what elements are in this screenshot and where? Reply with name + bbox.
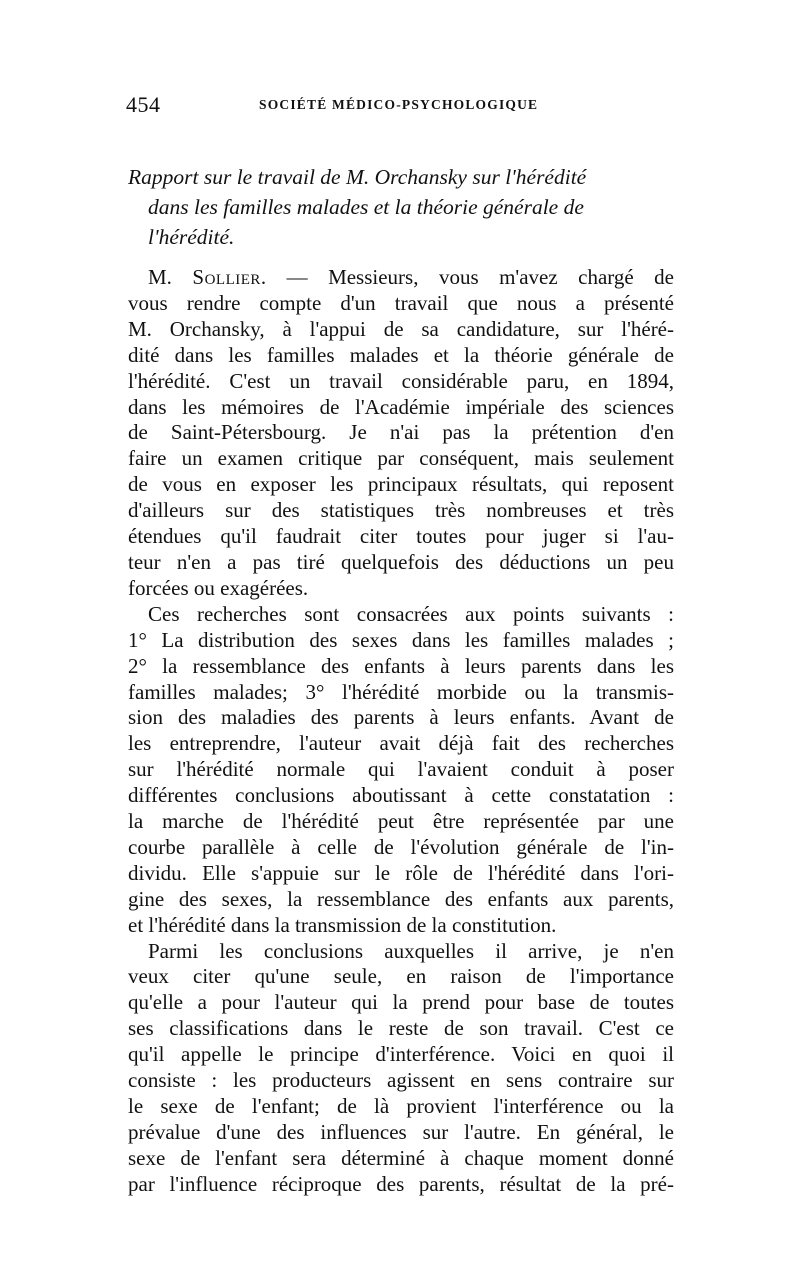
text-line: d'ailleurs sur des statistiques très nombreuses et très bbox=[128, 498, 674, 523]
text-line: consiste : les producteurs agissent en sens contraire sur bbox=[128, 1068, 674, 1093]
speaker-line bbox=[128, 265, 674, 291]
text-line: faire un examen critique par conséquent, mais seulement bbox=[128, 446, 674, 471]
body-text bbox=[128, 265, 674, 1198]
text-line: différentes conclusions aboutissant à cette constatation : bbox=[128, 783, 674, 808]
text-line: sur l'hérédité normale qui l'avaient conduit à poser bbox=[128, 757, 674, 782]
speaker-name: Sollier bbox=[192, 265, 261, 289]
report-title-line: Rapport sur le travail de M. Orchansky sur l'hérédité bbox=[128, 165, 587, 189]
text-line: familles malades; 3° l'hérédité morbide ou la transmis- bbox=[128, 679, 674, 704]
text-line: de Saint-Pétersbourg. Je n'ai pas la prétention d'en bbox=[128, 420, 674, 445]
text-line: 2° la ressemblance des enfants à leurs parents dans les bbox=[128, 653, 674, 678]
text-line: l'hérédité. C'est un travail considérable paru, en 1894, bbox=[128, 368, 674, 393]
text-line: de vous en exposer les principaux résultats, qui reposent bbox=[128, 472, 674, 497]
text-line: étendues qu'il faudrait citer toutes pour juger si l'au- bbox=[128, 524, 674, 549]
text-line: forcées ou exagérées. bbox=[128, 575, 309, 600]
text-line: vous rendre compte d'un travail que nous a présenté bbox=[128, 290, 674, 315]
text-line: qu'elle a pour l'auteur qui la prend pour base de toutes bbox=[128, 990, 674, 1015]
text-line: dité dans les familles malades et la théorie générale de bbox=[128, 342, 674, 367]
text-line: prévalue d'une des influences sur l'autre. En général, le bbox=[128, 1119, 674, 1144]
speaker-prefix: M. bbox=[148, 265, 193, 289]
page-number: 454 bbox=[126, 92, 161, 117]
text-line: qu'il appelle le principe d'interférence. Voici en quoi il bbox=[128, 1042, 674, 1067]
text-line: sexe de l'enfant sera déterminé à chaque moment donné bbox=[128, 1145, 674, 1170]
text-line: la marche de l'hérédité peut être représentée par une bbox=[128, 809, 674, 834]
speaker-line-rest: . — Messieurs, vous m'avez chargé de bbox=[260, 265, 674, 289]
text-line: le sexe de l'enfant; de là provient l'interférence ou la bbox=[128, 1094, 674, 1118]
text-line: gine des sexes, la ressemblance des enfants aux parents, bbox=[128, 886, 674, 911]
text-line: Ces recherches sont consacrées aux points suivants : bbox=[148, 601, 674, 626]
report-title bbox=[128, 162, 674, 252]
text-line: Parmi les conclusions auxquelles il arrive, je n'en bbox=[148, 938, 674, 963]
text-line: sion des maladies des parents à leurs enfants. Avant de bbox=[128, 705, 674, 730]
text-line: 1° La distribution des sexes dans les familles malades ; bbox=[128, 627, 674, 652]
text-line: dans les mémoires de l'Académie impériale des sciences bbox=[128, 394, 674, 419]
text-line: M. Orchansky, à l'appui de sa candidature, sur l'héré- bbox=[128, 316, 674, 341]
report-title-line: dans les familles malades et la théorie générale de bbox=[148, 195, 584, 219]
text-line: par l'influence réciproque des parents, résultat de la pré- bbox=[128, 1171, 674, 1196]
text-line: les entreprendre, l'auteur avait déjà fait des recherches bbox=[128, 731, 674, 756]
text-line: teur n'en a pas tiré quelquefois des déductions un peu bbox=[128, 549, 674, 574]
text-line: dividu. Elle s'appuie sur le rôle de l'hérédité dans l'ori- bbox=[128, 860, 674, 885]
text-line: et l'hérédité dans la transmission de la constitution. bbox=[128, 912, 557, 937]
running-head-title: SOCIÉTÉ MÉDICO-PSYCHOLOGIQUE bbox=[259, 97, 539, 112]
report-title-line: l'hérédité. bbox=[148, 225, 235, 249]
running-head bbox=[126, 92, 674, 122]
text-line: courbe parallèle à celle de l'évolution générale de l'in- bbox=[128, 834, 674, 859]
text-line: ses classifications dans le reste de son travail. C'est ce bbox=[128, 1016, 674, 1041]
text-line: veux citer qu'une seule, en raison de l'importance bbox=[128, 964, 674, 989]
